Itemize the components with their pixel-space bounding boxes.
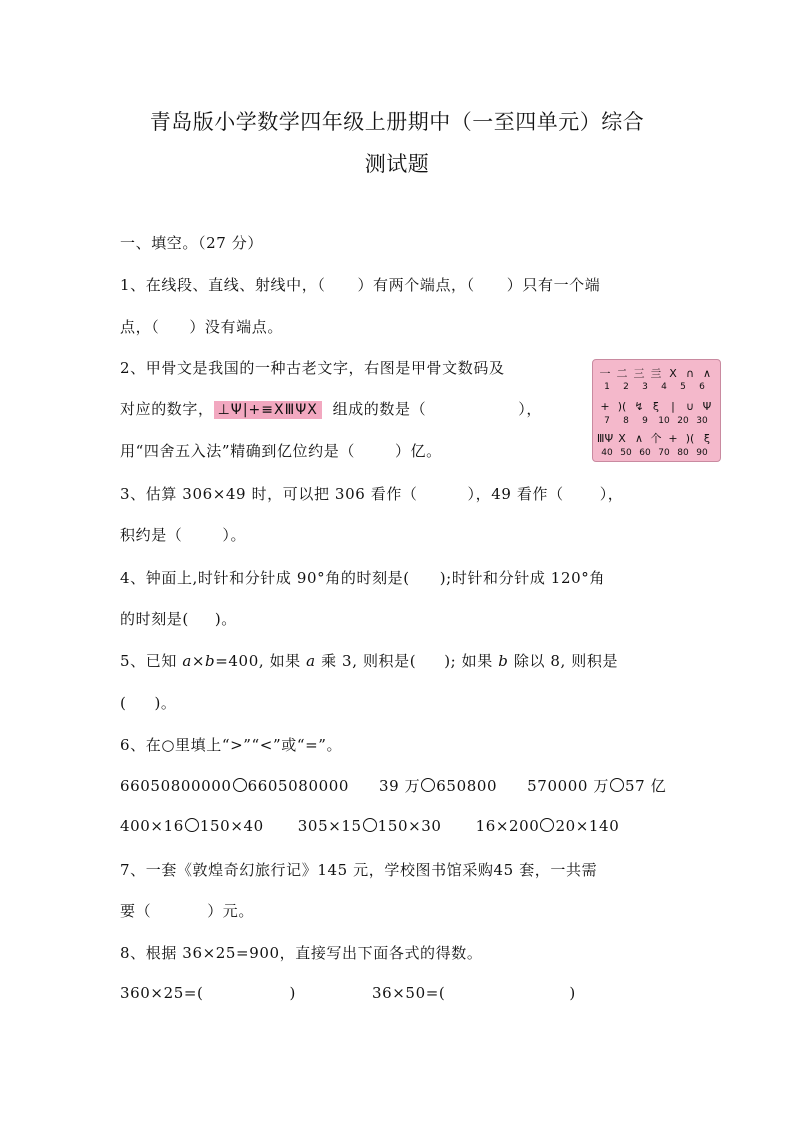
variable-b: b (498, 652, 509, 670)
oracle-number: 20 (677, 416, 689, 426)
oracle-glyph: ξ (703, 432, 711, 445)
question-8-line2 (120, 984, 576, 1002)
q3-text: ），49 看作（ (467, 485, 564, 503)
compare-circle[interactable] (421, 778, 435, 792)
compare-left: 39 万 (379, 777, 421, 795)
q1-text: ）有两个端点，（ (357, 276, 475, 294)
oracle-glyph: )( (685, 432, 695, 445)
q3-text: ）。 (222, 526, 247, 544)
section-heading: 一、填空。（27 分） (120, 234, 263, 252)
question-5-line1 (120, 650, 618, 671)
q5-text: 5、已知 (120, 652, 177, 670)
oracle-number: 9 (642, 416, 648, 426)
question-2-line1: 2、甲骨文是我国的一种古老文字，右图是甲骨文数码及 (120, 359, 505, 377)
question-5-line2 (120, 692, 177, 713)
compare-right: 150×40 (199, 817, 264, 835)
oracle-number: 60 (639, 448, 651, 458)
oracle-glyph: 亖 (650, 367, 662, 380)
q5-text: ( (120, 694, 127, 712)
oracle-glyph: Ψ (702, 400, 712, 413)
compare-circle[interactable] (363, 818, 377, 832)
q8-text: ) (289, 984, 296, 1002)
q7-text: 要（ (120, 902, 152, 920)
oracle-glyph: + (600, 400, 610, 413)
q7-text: ）元。 (207, 902, 255, 920)
q3-text: 3、估算 306×49 时，可以把 306 看作（ (120, 485, 418, 503)
oracle-glyph: + (668, 432, 678, 445)
oracle-number-strip: ⊥Ψ|+≡ⅩⅢΨⅩ (214, 401, 322, 419)
oracle-number: 1 (604, 382, 610, 392)
oracle-number: 5 (680, 382, 686, 392)
oracle-bone-numeral-chart (592, 359, 721, 462)
oracle-glyph: )( (617, 400, 627, 413)
q5-text: 乘 3, 则积是( (321, 652, 417, 670)
oracle-glyph: ∧ (634, 432, 644, 445)
question-1-line2 (120, 316, 283, 337)
oracle-number: 8 (623, 416, 629, 426)
q4-text: 4、钟面上,时针和分针成 90°角的时刻是( (120, 569, 410, 587)
oracle-number: 2 (623, 382, 629, 392)
q8-text: 36×50=( (371, 984, 446, 1002)
page-title: 青岛版小学数学四年级上册期中（一至四单元）综合 (149, 110, 645, 134)
oracle-glyph: 一 (599, 367, 611, 380)
oracle-glyph: ∩ (685, 367, 695, 380)
oracle-number: 70 (658, 448, 670, 458)
oracle-glyph: Ⅹ (669, 367, 677, 380)
oracle-glyph: ∧ (702, 367, 712, 380)
q2-text: ）， (518, 400, 542, 418)
q2-text: 用“四舍五入法”精确到亿位约是（ (120, 442, 355, 460)
q2-text: 对应的数字， (120, 400, 214, 418)
page-title-line2: 测试题 (364, 152, 430, 176)
compare-right: 20×140 (555, 817, 620, 835)
oracle-glyph: 个 (650, 432, 662, 445)
q2-text: ）亿。 (394, 442, 442, 460)
compare-left: 66050800000 (120, 777, 232, 795)
q3-text: ）， (599, 485, 624, 503)
q5-text: ); 如果 (444, 652, 493, 670)
question-7-line2 (120, 900, 254, 921)
q1-text: 1、在线段、直线、射线中，（ (120, 276, 326, 294)
oracle-glyph: ⅢΨ (596, 432, 614, 445)
oracle-number: 40 (601, 448, 613, 458)
q4-text: );时针和分针成 120°角 (439, 569, 605, 587)
question-1-line1 (120, 274, 600, 295)
question-4-line1 (120, 567, 605, 588)
variable-b: b (205, 652, 216, 670)
q3-text: 积约是（ (120, 526, 183, 544)
oracle-glyph: | (671, 400, 675, 413)
compare-circle[interactable] (540, 818, 554, 832)
compare-left: 305×15 (297, 817, 362, 835)
oracle-glyph: 三 (633, 367, 645, 380)
oracle-number: 10 (658, 416, 670, 426)
compare-circle[interactable] (610, 778, 624, 792)
question-6-heading: 6、在○里填上“>”“<”或“=”。 (120, 736, 343, 754)
compare-right: 650800 (436, 777, 498, 795)
compare-circle[interactable] (233, 778, 247, 792)
oracle-number: 4 (661, 382, 667, 392)
oracle-number: 30 (696, 416, 708, 426)
q5-text: =400, 如果 (215, 652, 301, 670)
oracle-glyph: ξ (652, 400, 660, 413)
q4-text: )。 (214, 610, 237, 628)
oracle-chart-svg (593, 360, 720, 461)
question-3-line2 (120, 524, 246, 545)
oracle-number: 3 (642, 382, 648, 392)
q1-text: 点，（ (120, 318, 160, 336)
oracle-number: 7 (604, 416, 610, 426)
compare-left: 400×16 (120, 817, 184, 835)
q8-text: 360×25=( (120, 984, 204, 1002)
oracle-glyph: ∪ (685, 400, 695, 413)
oracle-number: 50 (620, 448, 632, 458)
compare-right: 150×30 (377, 817, 442, 835)
q1-text: ）只有一个端 (506, 276, 601, 294)
q4-text: 的时刻是( (120, 610, 189, 628)
q1-text: ）没有端点。 (189, 318, 283, 336)
q5-text: 除以 8, 则积是 (513, 652, 619, 670)
compare-right: 57 亿 (625, 777, 667, 795)
question-8-line1: 8、根据 36×25=900，直接写出下面各式的得数。 (120, 944, 483, 962)
q5-text: )。 (154, 694, 177, 712)
question-2-line2 (120, 398, 542, 419)
variable-a: a (306, 652, 316, 670)
oracle-glyph: ↯ (634, 400, 644, 413)
oracle-glyph: 二 (616, 367, 628, 380)
question-2-line3 (120, 440, 442, 461)
q2-text: 组成的数是（ (332, 400, 427, 418)
variable-a: a (182, 652, 192, 670)
question-6-row1 (120, 775, 666, 796)
compare-right: 6605080000 (247, 777, 350, 795)
q8-text: ) (569, 984, 576, 1002)
compare-left: 16×200 (475, 817, 540, 835)
compare-left: 570000 万 (527, 777, 609, 795)
oracle-glyph: Ⅹ (618, 432, 626, 445)
question-3-line1 (120, 483, 623, 504)
times-sign: × (191, 652, 206, 670)
question-7-line1: 7、一套《敦煌奇幻旅行记》145 元，学校图书馆采购45 套，一共需 (120, 861, 598, 879)
oracle-number: 80 (677, 448, 689, 458)
oracle-number: 6 (699, 382, 705, 392)
question-4-line2 (120, 608, 237, 629)
compare-circle[interactable] (185, 818, 199, 832)
oracle-number: 90 (696, 448, 708, 458)
question-6-row2 (120, 817, 619, 835)
